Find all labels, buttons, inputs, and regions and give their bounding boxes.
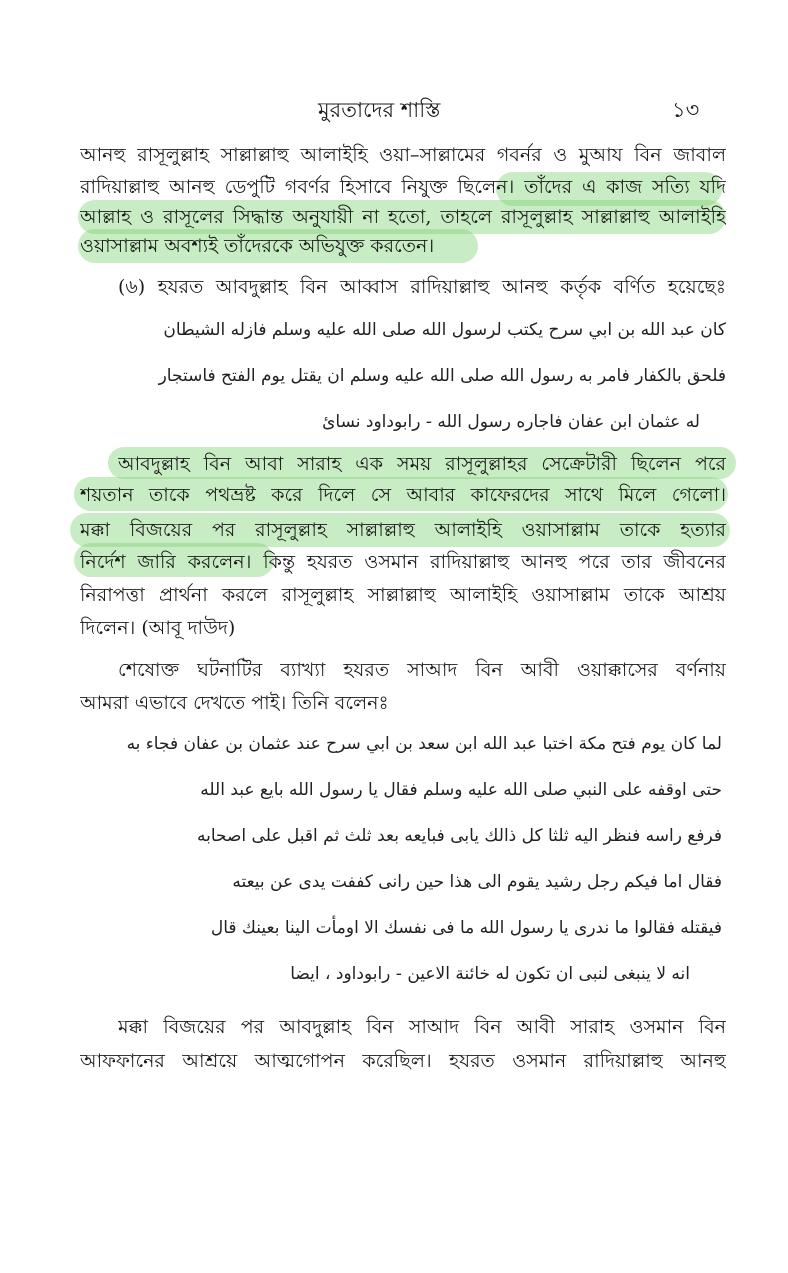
text-line: আফফানের আশ্রয়ে আত্মগোপন করেছিল। হযরত ওসমান রাদিয়াল্লাহু আনহু	[80, 1050, 726, 1072]
arabic-line: فيقتله فقالوا ما ندرى يا رسول الله ما فى نفسك الا اومأت الينا بعينك قال	[210, 918, 722, 938]
text-line: আবদুল্লাহ বিন আবা সারাহ এক সময় রাসূলুল্লাহর সেক্রেটারী ছিলেন পরে	[118, 453, 726, 475]
text-line: রাদিয়াল্লাহু আনহু ডেপুটি গবর্ণর হিসাবে নিযুক্ত ছিলেন। তাঁদের এ কাজ সত্যি যদি	[80, 176, 726, 198]
arabic-line: فقال اما فيكم رجل رشيد يقوم الى هذا حين رانى كففت يدى عن بيعته	[232, 872, 722, 892]
running-title: মুরতাদের শাস্তি	[318, 98, 441, 122]
arabic-line: فلحق بالكفار فامر به رسول الله صلى الله عليه وسلم ان يقتل يوم الفتح فاستجار	[158, 366, 726, 386]
text-line: দিলেন। (আবূ দাউদ)	[80, 617, 236, 639]
arabic-line: له عثمان ابن عفان فاجاره رسول الله - رابوداود نسائ	[322, 412, 700, 432]
text-line: আমরা এভাবে দেখতে পাই। তিনি বলেনঃ	[80, 692, 389, 714]
text-line: শয়তান তাকে পথভ্রষ্ট করে দিলে সে আবার কাফেরদের সাথে মিলে গেলো।	[80, 484, 726, 506]
arabic-line: حتى اوقفه على النبي صلى الله عليه وسلم فقال يا رسول الله بايع عبد الله	[200, 780, 722, 800]
text-line: ওয়াসাল্লাম অবশ্যই তাঁদেরকে অভিযুক্ত করতেন।	[80, 235, 435, 257]
page-header	[0, 92, 788, 126]
hadith-heading: (৬) হযরত আবদুল্লাহ বিন আব্বাস রাদিয়াল্লাহু আনহু কর্তৃক বর্ণিত হয়েছেঃ	[118, 276, 726, 298]
arabic-line: لما كان يوم فتح مكة اختبا عبد الله ابن سعد بن ابي سرح عند عثمان بن عفان فجاء به	[126, 734, 722, 754]
text-line: শেষোক্ত ঘটনাটির ব্যাখ্যা হযরত সাআদ বিন আবী ওয়াক্কাসের বর্ণনায়	[118, 659, 726, 681]
page-number: ১৩	[672, 98, 700, 122]
text-line: নিরাপত্তা প্রার্থনা করলে রাসূলুল্লাহ সাল্লাল্লাহু আলাইহি ওয়াসাল্লাম তাকে আশ্রয়	[80, 584, 726, 606]
text-line: আনহু রাসূলুল্লাহ সাল্লাল্লাহু আলাইহি ওয়া–সাল্লামের গবর্নর ও মুআয বিন জাবাল	[80, 144, 726, 166]
arabic-line: كان عبد الله بن ابي سرح يكتب لرسول الله صلى الله عليه وسلم فازله الشيطان	[163, 320, 726, 340]
arabic-line: انه لا ينبغى لنبى ان تكون له خائنة الاعين - رابوداود ، ايضا	[290, 964, 690, 984]
text-line: মক্কা বিজয়ের পর রাসূলুল্লাহ সাল্লাল্লাহু আলাইহি ওয়াসাল্লাম তাকে হত্যার	[80, 519, 726, 541]
text-line: মক্কা বিজয়ের পর আবদুল্লাহ বিন সাআদ বিন আবী সারাহ ওসমান বিন	[118, 1016, 726, 1038]
arabic-line: فرفع راسه فنظر اليه ثلثا كل ذالك يابى فبايعه بعد ثلث ثم اقبل على اصحابه	[197, 826, 722, 846]
text-line: আল্লাহ ও রাসূলের সিদ্ধান্ত অনুযায়ী না হতো, তাহলে রাসূলুল্লাহ সাল্লাল্লাহু আলাইহি	[80, 206, 726, 228]
text-line: নির্দেশ জারি করলেন। কিন্তু হযরত ওসমান রাদিয়াল্লাহু আনহু পরে তার জীবনের	[80, 551, 726, 573]
